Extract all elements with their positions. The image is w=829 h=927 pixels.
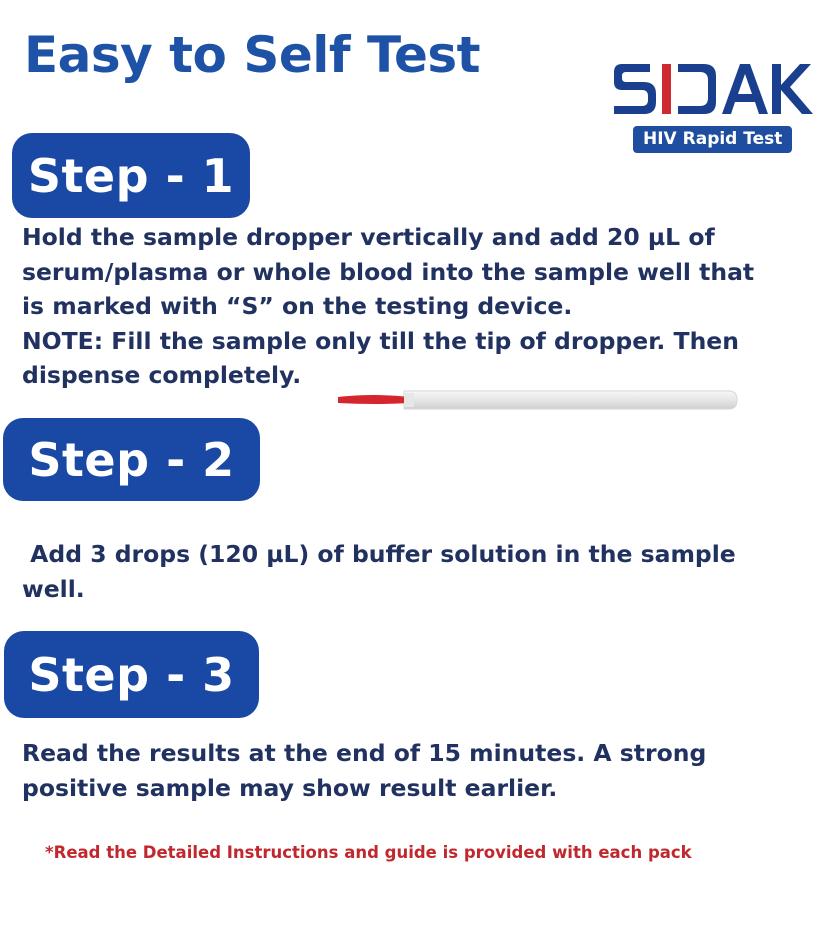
sidak-logo-icon bbox=[612, 58, 822, 118]
step-2-line: Add 3 drops (120 µL) of buffer solution in the sample bbox=[22, 540, 736, 568]
page-title: Easy to Self Test bbox=[24, 26, 481, 84]
step-2-instructions bbox=[22, 537, 812, 606]
step-2-badge: Step - 2 bbox=[3, 418, 260, 501]
step-2-line: well. bbox=[22, 574, 85, 603]
step-1-line: serum/plasma or whole blood into the sample well that bbox=[22, 257, 755, 286]
step-1-line: is marked with “S” on the testing device. bbox=[22, 292, 573, 320]
step-1-note-line: dispense completely. bbox=[22, 361, 302, 389]
step-3-instructions bbox=[22, 736, 812, 805]
step-1-badge: Step - 1 bbox=[12, 133, 250, 218]
sample-dropper-icon bbox=[334, 383, 739, 417]
step-1-line: Hold the sample dropper vertically and add 20 µL of bbox=[22, 223, 715, 251]
step-3-line: positive sample may show result earlier. bbox=[22, 773, 558, 802]
footer-note: *Read the Detailed Instructions and guide is provided with each pack bbox=[45, 843, 692, 862]
brand-logo bbox=[612, 58, 822, 168]
step-1-instructions bbox=[22, 220, 812, 393]
step-3-badge: Step - 3 bbox=[4, 631, 259, 718]
step-1-note-line: NOTE: Fill the sample only till the tip of dropper. Then bbox=[22, 326, 739, 355]
brand-badge: HIV Rapid Test bbox=[633, 126, 792, 153]
step-3-line: Read the results at the end of 15 minutes. A strong bbox=[22, 739, 707, 767]
